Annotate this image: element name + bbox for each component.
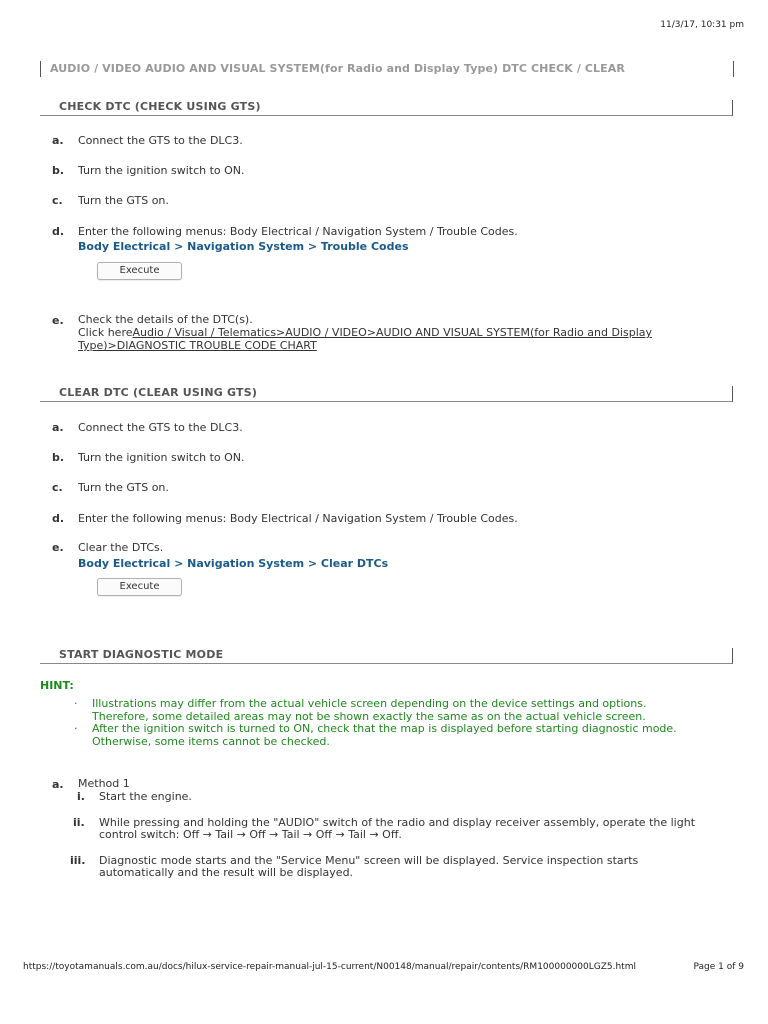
step-letter: a.	[52, 778, 64, 791]
step-text: Check the details of the DTC(s).	[78, 313, 253, 326]
footer-url: https://toyotamanuals.com.au/docs/hilux-service-repair-manual-jul-15-current/N00148/manual/repair/contents/RM100000000LGZ5.html	[23, 962, 636, 972]
substep-text: While pressing and holding the "AUDIO" switch of the radio and display receiver assembly, operate the light	[99, 816, 696, 829]
bullet-icon: ·	[74, 697, 78, 710]
section-header-clear-dtc	[40, 386, 733, 402]
dtc-chart-link-line	[78, 339, 317, 352]
section-title-diagnostic-mode: START DIAGNOSTIC MODE	[59, 648, 224, 661]
hint-label: HINT:	[40, 679, 74, 692]
execute-button[interactable]: Execute	[97, 262, 182, 280]
section-header-diagnostic-mode	[40, 648, 733, 664]
print-datetime: 11/3/17, 10:31 pm	[660, 20, 744, 30]
menu-path-trouble-codes: Body Electrical > Navigation System > Trouble Codes	[78, 240, 409, 253]
substep-number: i.	[77, 790, 85, 803]
substep-text: Start the engine.	[99, 790, 192, 803]
step-letter: d.	[52, 225, 65, 238]
step-text: Turn the ignition switch to ON.	[78, 164, 245, 177]
step-letter: a.	[52, 421, 64, 434]
dtc-chart-link-cont[interactable]: Type)>DIAGNOSTIC TROUBLE CODE CHART	[78, 339, 317, 352]
click-here-label: Click here	[78, 326, 133, 339]
substep-text: control switch: Off → Tail → Off → Tail → Off → Tail → Off.	[99, 828, 402, 841]
hint-text: Therefore, some detailed areas may not be shown exactly the same as on the actual vehicle screen.	[92, 710, 646, 723]
step-text: Turn the ignition switch to ON.	[78, 451, 245, 464]
step-text: Enter the following menus: Body Electrical / Navigation System / Trouble Codes.	[78, 225, 518, 238]
hint-text: After the ignition switch is turned to ON, check that the map is displayed before starting diagnostic mode.	[92, 722, 677, 735]
page-title-bar	[40, 61, 734, 77]
step-text: Enter the following menus: Body Electrical / Navigation System / Trouble Codes.	[78, 512, 518, 525]
step-letter: e.	[52, 314, 64, 327]
step-letter: a.	[52, 134, 64, 147]
dtc-chart-link[interactable]: Audio / Visual / Telematics>AUDIO / VIDEO>AUDIO AND VISUAL SYSTEM(for Radio and Display	[132, 326, 652, 339]
step-text: Connect the GTS to the DLC3.	[78, 134, 243, 147]
substep-text: Diagnostic mode starts and the "Service Menu" screen will be displayed. Service inspection starts	[99, 854, 639, 867]
footer-page-number: Page 1 of 9	[693, 962, 744, 972]
method-label: Method 1	[78, 777, 130, 790]
step-letter: e.	[52, 541, 64, 554]
step-letter: c.	[52, 481, 63, 494]
hint-text: Illustrations may differ from the actual vehicle screen depending on the device settings and options.	[92, 697, 647, 710]
hint-text: Otherwise, some items cannot be checked.	[92, 735, 330, 748]
bullet-icon: ·	[74, 722, 78, 735]
page-title: AUDIO / VIDEO AUDIO AND VISUAL SYSTEM(for Radio and Display Type) DTC CHECK / CLEAR	[50, 62, 625, 75]
step-text: Turn the GTS on.	[78, 194, 169, 207]
execute-button[interactable]: Execute	[97, 578, 182, 596]
step-text: Turn the GTS on.	[78, 481, 169, 494]
section-header-check-dtc	[40, 100, 733, 116]
substep-number: ii.	[73, 816, 85, 829]
step-letter: d.	[52, 512, 65, 525]
dtc-chart-link-line	[78, 326, 652, 339]
step-letter: c.	[52, 194, 63, 207]
section-title-check-dtc: CHECK DTC (CHECK USING GTS)	[59, 100, 261, 113]
substep-text: automatically and the result will be displayed.	[99, 866, 354, 879]
substep-number: iii.	[70, 854, 86, 867]
section-title-clear-dtc: CLEAR DTC (CLEAR USING GTS)	[59, 386, 258, 399]
step-letter: b.	[52, 451, 65, 464]
menu-path-clear-dtcs: Body Electrical > Navigation System > Clear DTCs	[78, 557, 389, 570]
step-text: Connect the GTS to the DLC3.	[78, 421, 243, 434]
step-text: Clear the DTCs.	[78, 541, 164, 554]
step-letter: b.	[52, 164, 65, 177]
